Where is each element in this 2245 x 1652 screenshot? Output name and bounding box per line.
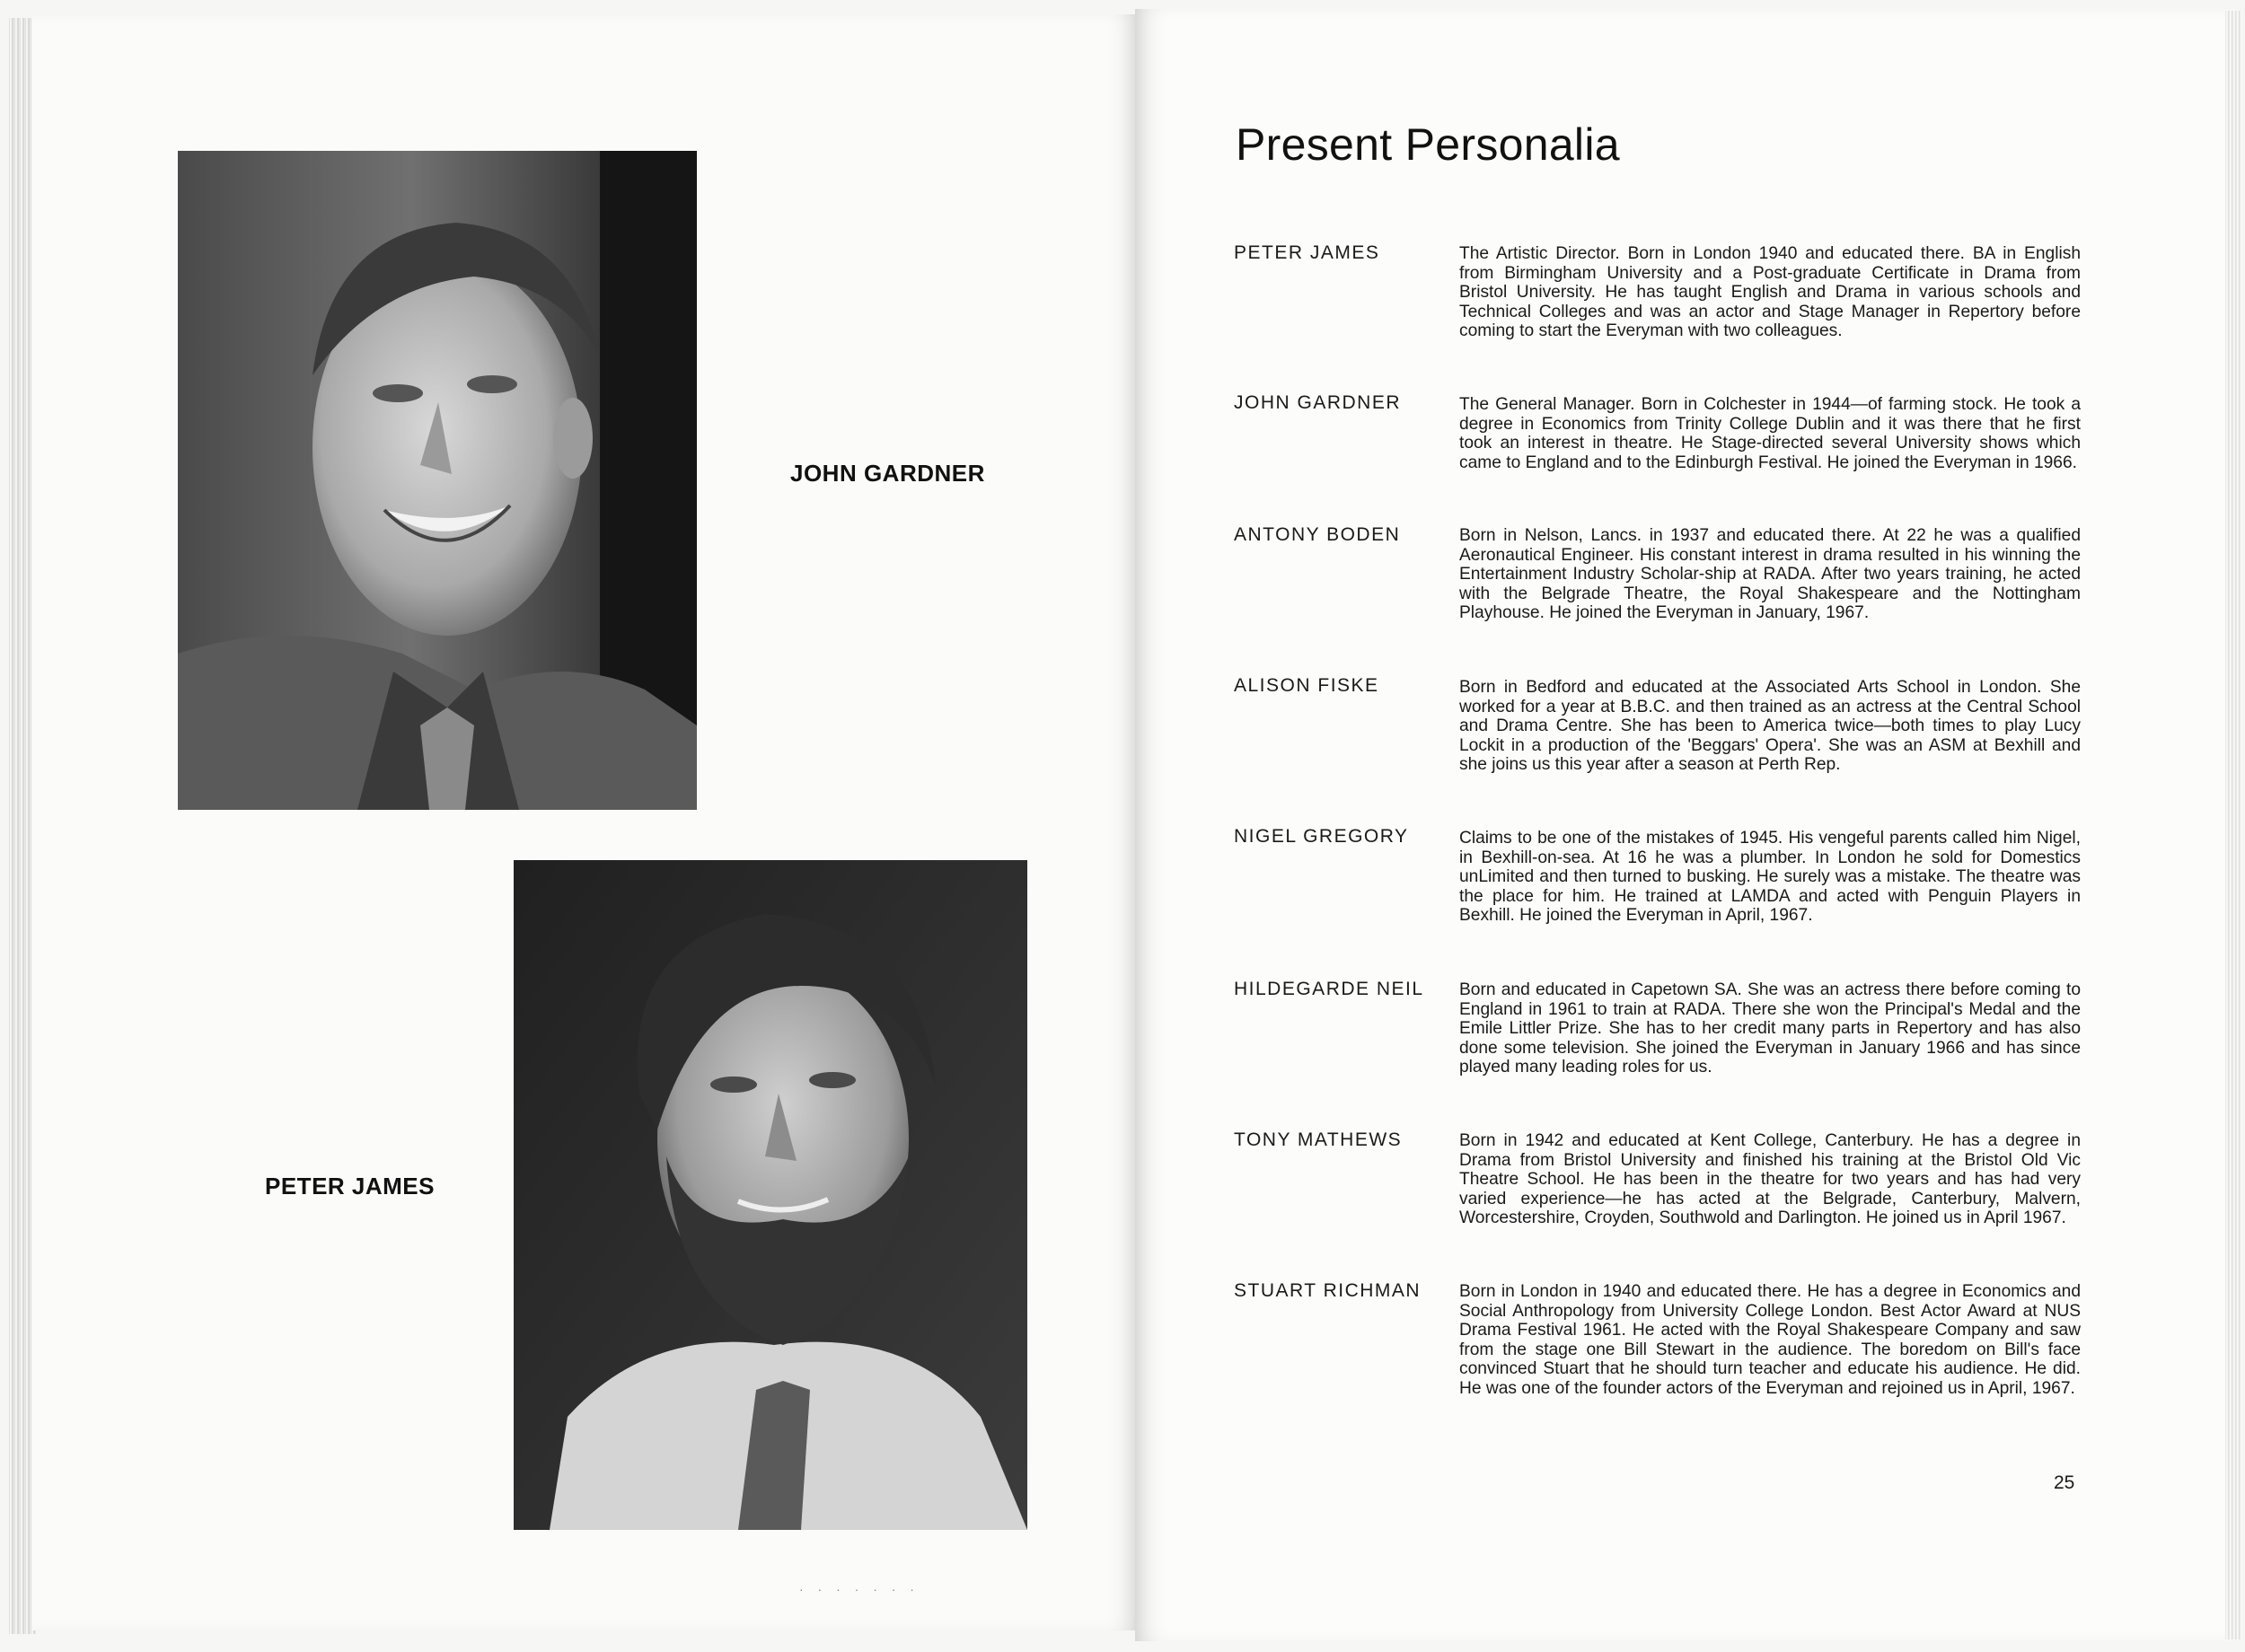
caption-peter-james: PETER JAMES [265, 1173, 435, 1199]
entry-name: ANTONY BODEN [1234, 524, 1401, 545]
entry-bio: Born in Bedford and educated at the Associated Arts School in London. She worked for a year at B.B.C. and then trained as an actress at the Central School and Drama Centre. She has been to America twice—both times to play Lucy Lockit in a production of the 'Beggars' Opera'. She was an ASM at Bexhill and she joins us this year after a season at Perth Rep. [1459, 678, 2081, 774]
entry-name: ALISON FISKE [1234, 675, 1379, 696]
entry-name: TONY MATHEWS [1234, 1129, 1403, 1150]
entry-name: PETER JAMES [1234, 242, 1380, 263]
entry-bio: Claims to be one of the mistakes of 1945. His vengeful parents called him Nigel, in Bexhill-on-sea. At 16 he was a plumber. In London he sold for Domestics unLimited and then turned to busking. He surely was a mistake. The theatre was the place for him. He trained at LAMDA and acted with Penguin Players in Bexhill. He joined the Everyman in April, 1967. [1459, 829, 2081, 925]
entry-name: NIGEL GREGORY [1234, 826, 1409, 847]
entry-name: STUART RICHMAN [1234, 1280, 1422, 1301]
page-number: 25 [2054, 1472, 2075, 1493]
entry-bio: Born and educated in Capetown SA. She was an actress there before coming to England in 1961 to train at RADA. There she won the Principal's Medal and the Emile Littler Prize. She has to her credit many parts in Repertory and has also done some television. She joined the Everyman in January 1966 and has since played many leading roles for us. [1459, 980, 2081, 1076]
entry-bio: Born in London in 1940 and educated there. He has a degree in Economics and Social Anthropology from University College London. Best Actor Award at NUS Drama Festival 1961. He acted with the Royal Shakespeare Company and saw from the stage one Bill Stewart in the audience. The boredom on Bill's face convinced Stuart that he should turn teacher and educate his audience. He did. He was one of the founder actors of the Everyman and rejoined us in April, 1967. [1459, 1282, 2081, 1398]
photo-peter-james [514, 860, 1027, 1530]
caption-john-gardner: JOHN GARDNER [790, 460, 985, 487]
page-title: Present Personalia [1236, 119, 1620, 170]
entry-bio: Born in Nelson, Lancs. in 1937 and educated there. At 22 he was a qualified Aeronautical Engineer. His constant interest in drama resulted in his winning the Entertainment Industry Scholar-ship at RADA. After two years training, he acted with the Belgrade Theatre, the Royal Shakespeare and the Nottingham Playhouse. He joined the Everyman in January, 1967. [1459, 526, 2081, 622]
right-page-edges [2225, 11, 2241, 1639]
entry-bio: Born in 1942 and educated at Kent College, Canterbury. He has a degree in Drama from Bristol University and finished his training at the Bristol Old Vic Theatre School. He has been in the theatre for two years and has had very varied experience—he has acted at the Belgrade, Canterbury, Malvern, Worcestershire, Croyden, Southwold and Darlington. He joined us in April 1967. [1459, 1131, 2081, 1227]
portrait-john-gardner-image [178, 151, 697, 810]
entry-bio: The Artistic Director. Born in London 1940 and educated there. BA in English from Birmingham University and a Post-graduate Certificate in Drama from Bristol University. He has taught English and Drama in various schools and Technical Colleges and was an actor and Stage Manager in Repertory before coming to start the Everyman with two colleagues. [1459, 244, 2081, 340]
entry-name: HILDEGARDE NEIL [1234, 979, 1424, 999]
entry-name: JOHN GARDNER [1234, 392, 1402, 413]
portrait-peter-james-image [514, 860, 1027, 1530]
decorative-dots: · · · · · · · [799, 1582, 920, 1596]
entry-bio: The General Manager. Born in Colchester in 1944—of farming stock. He took a degree in Economics from Trinity College Dublin and it was there that he first took an interest in theatre. He Stage-directed several University shows which came to England and to the Edinburgh Festival. He joined the Everyman in 1966. [1459, 395, 2081, 472]
photo-john-gardner [178, 151, 697, 810]
